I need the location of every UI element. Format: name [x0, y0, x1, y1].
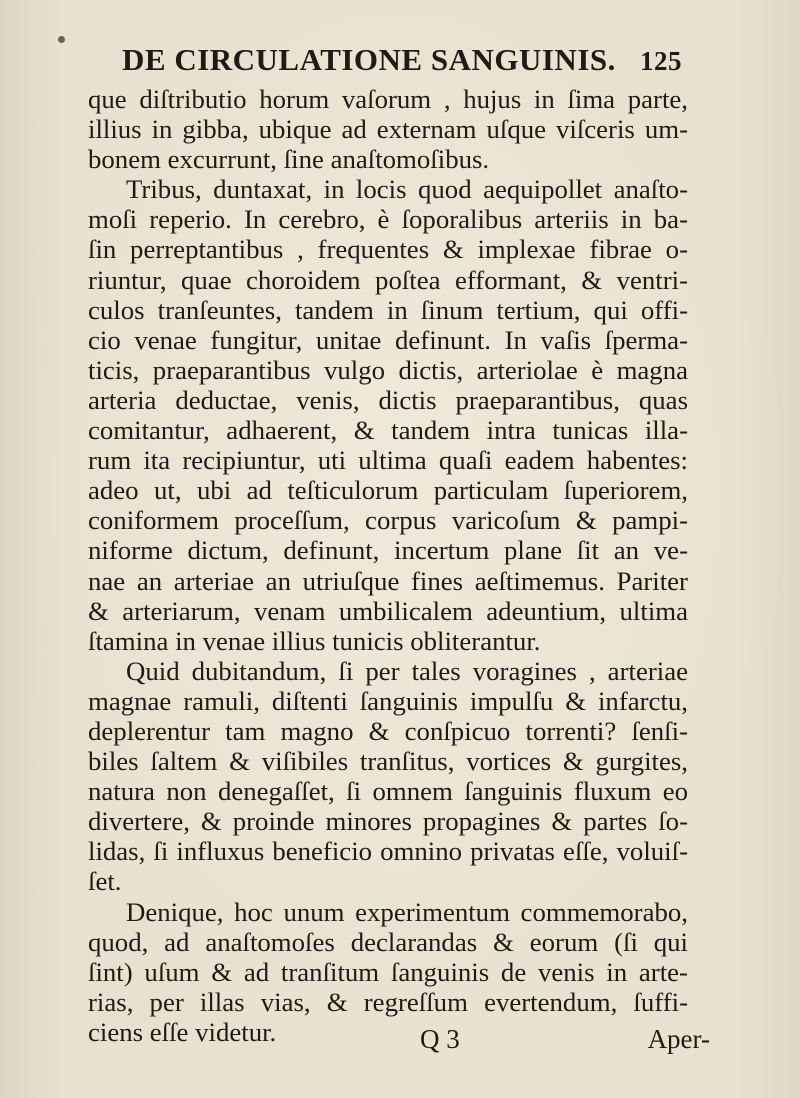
text-line: rum ita recipiuntur, uti ultima quaſi eadem habentes:	[88, 445, 688, 476]
text-line: & arteriarum, venam umbilicalem adeuntium, ultima	[88, 595, 688, 626]
page-footer	[420, 1024, 710, 1056]
text-line: adeo ut, ubi ad teſticulorum particulam ſuperiorem,	[88, 475, 688, 506]
text-line: culos tranſeuntes, tandem in ſinum tertium, qui offi-	[88, 294, 688, 325]
text-line: nae an arteriae an utriuſque fines aeſtimemus. Pariter	[88, 565, 688, 596]
running-head	[122, 42, 682, 80]
text-line: moſi reperio. In cerebro, è ſoporalibus arteriis in ba-	[88, 204, 688, 235]
text-line: biles ſaltem & viſibiles tranſitus, vortices & gurgites,	[88, 746, 688, 777]
text-line: quod, ad anaſtomoſes declarandas & eorum (ſi qui	[88, 926, 688, 957]
text-line: coniformem proceſſum, corpus varicoſum & pampi-	[88, 505, 688, 536]
running-title: DE CIRCULATIONE SANGUINIS.	[122, 42, 616, 77]
text-line: illius in gibba, ubique ad externam uſque viſceris um-	[88, 114, 688, 145]
text-line: deplerentur tam magno & conſpicuo torrenti? ſenſi-	[88, 715, 688, 746]
text-line: ſtamina in venae illius tunicis obliterantur.	[88, 625, 541, 656]
signature-mark: Q 3	[420, 1024, 460, 1054]
text-line: ſint) uſum & ad tranſitum ſanguinis de venis in arte-	[88, 956, 688, 987]
text-line: cio venae fungitur, unitae definunt. In vaſis ſperma-	[88, 324, 688, 355]
text-line: que diſtributio horum vaſorum , hujus in ſima parte,	[88, 84, 688, 114]
ink-spot	[58, 36, 65, 43]
text-line: niforme dictum, definunt, incertum plane ſit an ve-	[88, 535, 688, 566]
paragraph-start-line: Quid dubitandum, ſi per tales voragines , arteriae	[126, 655, 688, 686]
body-text	[88, 84, 688, 1047]
page-number: 125	[640, 46, 682, 76]
text-line: lidas, ſi influxus beneficio omnino privatas eſſe, voluiſ-	[88, 836, 688, 867]
text-line: ſin perreptantibus , frequentes & implexae fibrae o-	[88, 234, 688, 265]
text-line: divertere, & proinde minores propagines & partes ſo-	[88, 806, 688, 837]
text-line: arteria deductae, venis, dictis praeparantibus, quas	[88, 384, 688, 415]
text-line: ciens eſſe videtur.	[88, 1016, 277, 1047]
paragraph-start-line: Denique, hoc unum experimentum commemorabo,	[126, 896, 688, 927]
text-line: natura non denegaſſet, ſi omnem ſanguinis fluxum eo	[88, 776, 688, 807]
text-line: comitantur, adhaerent, & tandem intra tunicas illa-	[88, 415, 688, 446]
text-line: ſet.	[88, 866, 122, 897]
text-line: rias, per illas vias, & regreſſum evertendum, ſuffi-	[88, 986, 688, 1017]
text-line: riuntur, quae choroidem poſtea efformant, & ventri-	[88, 264, 688, 295]
text-line: ticis, praeparantibus vulgo dictis, arteriolae è magna	[88, 354, 688, 385]
catchword: Aper-	[647, 1024, 710, 1054]
text-line: magnae ramuli, diſtenti ſanguinis impulſu & infarctu,	[88, 685, 688, 716]
text-line: bonem excurrunt, ſine anaſtomoſibus.	[88, 144, 490, 175]
paragraph-start-line: Tribus, duntaxat, in locis quod aequipollet anaſto-	[126, 174, 688, 205]
